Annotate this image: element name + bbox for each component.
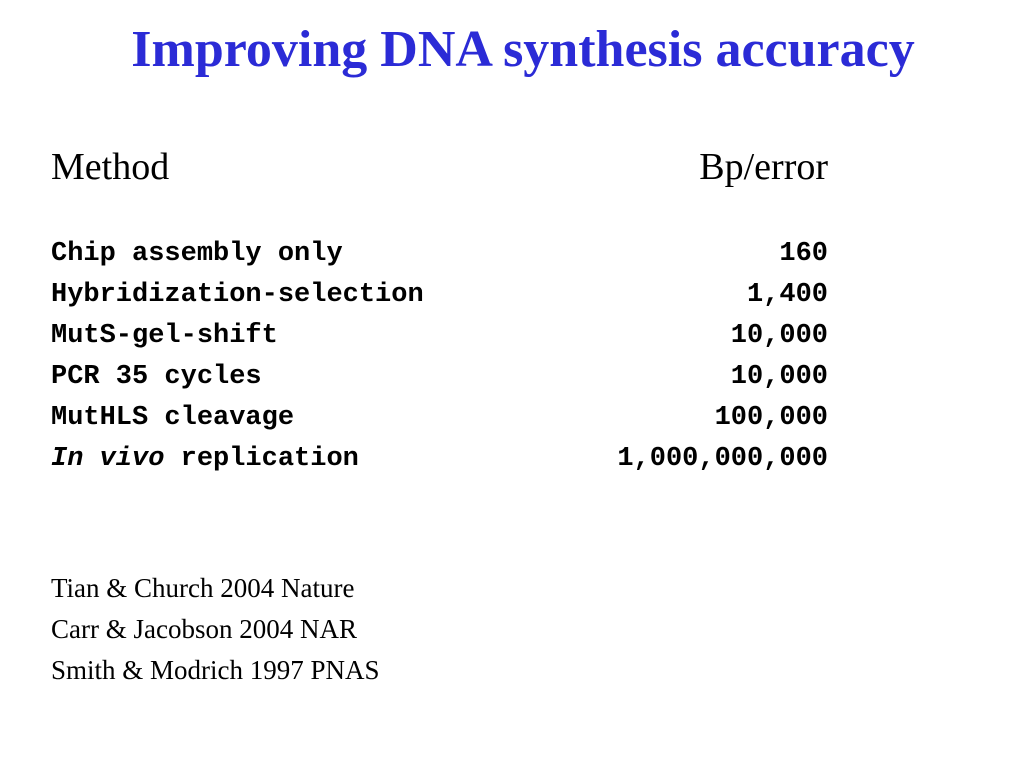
reference-line: Tian & Church 2004 Nature xyxy=(51,573,355,603)
method-name-italic: In vivo xyxy=(51,444,165,474)
bp-per-error-value: 10,000 xyxy=(730,321,828,351)
column-header-bp-per-error: Bp/error xyxy=(699,146,828,188)
table-row xyxy=(51,275,828,316)
bp-per-error-value: 10,000 xyxy=(730,362,828,392)
reference-line: Smith & Modrich 1997 PNAS xyxy=(51,655,380,685)
slide-title: Improving DNA synthesis accuracy xyxy=(131,21,915,78)
bp-per-error-value: 1,400 xyxy=(746,280,828,310)
references xyxy=(51,568,380,691)
method-name-rest: replication xyxy=(164,444,359,474)
table-row xyxy=(51,439,828,480)
bp-per-error-value: 1,000,000,000 xyxy=(617,444,828,474)
method-name: PCR 35 cycles xyxy=(51,362,262,392)
method-name xyxy=(51,439,359,480)
methods-table xyxy=(51,234,828,480)
column-header-method: Method xyxy=(51,146,170,188)
table-row xyxy=(51,398,828,439)
method-name: Chip assembly only xyxy=(51,239,343,269)
method-name: MutS-gel-shift xyxy=(51,321,278,351)
bp-per-error-value: 100,000 xyxy=(714,403,828,433)
table-row xyxy=(51,357,828,398)
table-row xyxy=(51,316,828,357)
table-row xyxy=(51,234,828,275)
bp-per-error-value: 160 xyxy=(779,239,828,269)
method-name: MutHLS cleavage xyxy=(51,403,295,433)
reference-line: Carr & Jacobson 2004 NAR xyxy=(51,614,357,644)
method-name: Hybridization-selection xyxy=(51,280,424,310)
